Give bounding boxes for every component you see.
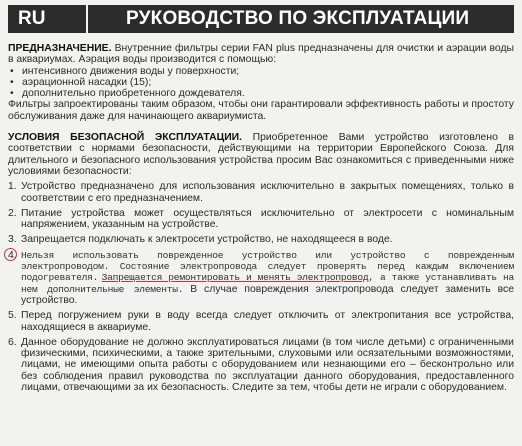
rule-text: Питание устройства может осуществляться исключительно от электросети с номинальным напряжением, указанным на устройстве. [21, 207, 514, 231]
list-item [8, 310, 514, 333]
safety-paragraph [8, 132, 514, 177]
purpose-text: Внутренние фильтры серии FAN plus предназначены для очистки и аэрации воды в аквариумах. Аэрация воды производится с помощью: [8, 43, 514, 66]
rule-number: 4. [8, 249, 17, 261]
safety-text: Приобретенное Вами устройство изготовлено в соответствии с нормами безопасности, действующими на территории Европейского Союза. Для длительного и безопасного использования устройства просим Вас ознакомиться с приведенными ниже условиями безопасности: [8, 132, 514, 177]
list-item: • дополнительно приобретенного дождевателя. [22, 88, 514, 99]
rule-typed-text: , а также устанавливать на нем дополнительные элементы. [21, 272, 515, 295]
safety-rules-list [8, 181, 514, 393]
list-item: • интенсивного движения воды у поверхности; [22, 66, 514, 77]
rule-text: Данное оборудование не должно эксплуатироваться лицами (в том числе детьми) с ограниченными физическими, психическими, а также зрительными, слуховыми или осязательными возможностями, лицами, не имеющими опыта работы с оборудованием или незнающими его – бесконтрольно или без соблюдения правил руководства по эксплуатации данного оборудования, предоставленного лицами, отвечающими за их безопасность. Следите за тем, чтобы дети не играли с оборудованием. [21, 336, 514, 394]
purpose-closing: Фильтры запроектированы таким образом, чтобы они гарантировали эффективность работы и простоту обслуживания даже для начинающего аквариумиста. [8, 99, 514, 122]
rule-number: 1. [8, 181, 17, 193]
rule-text: Запрещается подключать к электросети устройство, не находящееся в воде. [21, 234, 393, 246]
manual-content [8, 43, 514, 393]
rule-text: Перед погружением руки в воду всегда следует отключить от электропитания все устройства, находящиеся в аквариуме. [21, 310, 514, 333]
list-item [8, 234, 514, 245]
list-item: • аэрационной насадки (15); [22, 77, 514, 88]
rule-number: 6. [8, 336, 17, 348]
header-divider [86, 5, 88, 33]
language-label: RU [18, 8, 46, 29]
list-item [8, 181, 514, 204]
page-title: РУКОВОДСТВО ПО ЭКСПЛУАТАЦИИ [126, 8, 470, 29]
header-bar [8, 5, 514, 33]
rule-text: Устройство предназначено для использования исключительно в закрытых помещениях, только в соответствии с его предназначением. [21, 181, 514, 204]
rule-number: 2. [8, 207, 17, 219]
rule-text: В случае повреждения электропровода следует заменить все устройство. [21, 283, 515, 306]
list-item [8, 208, 514, 231]
purpose-heading: ПРЕДНАЗНАЧЕНИЕ. [8, 43, 112, 54]
aeration-list [8, 66, 514, 100]
purpose-paragraph [8, 43, 514, 66]
safety-heading: УСЛОВИЯ БЕЗОПАСНОЙ ЭКСПЛУАТАЦИИ. [8, 132, 243, 144]
list-item-highlighted [8, 250, 514, 306]
list-item [8, 337, 514, 393]
rule-number: 5. [8, 310, 17, 322]
rule-underlined-text: Запрещается ремонтировать и менять электропровод [101, 272, 369, 284]
rule-typed-text: Нельзя использовать поврежденное устройство или устройство с поврежденным электропроводом. Состояние электропровода следует проверять перед каждым включением подогревателя. [21, 249, 514, 284]
rule-number: 3. [8, 234, 17, 246]
